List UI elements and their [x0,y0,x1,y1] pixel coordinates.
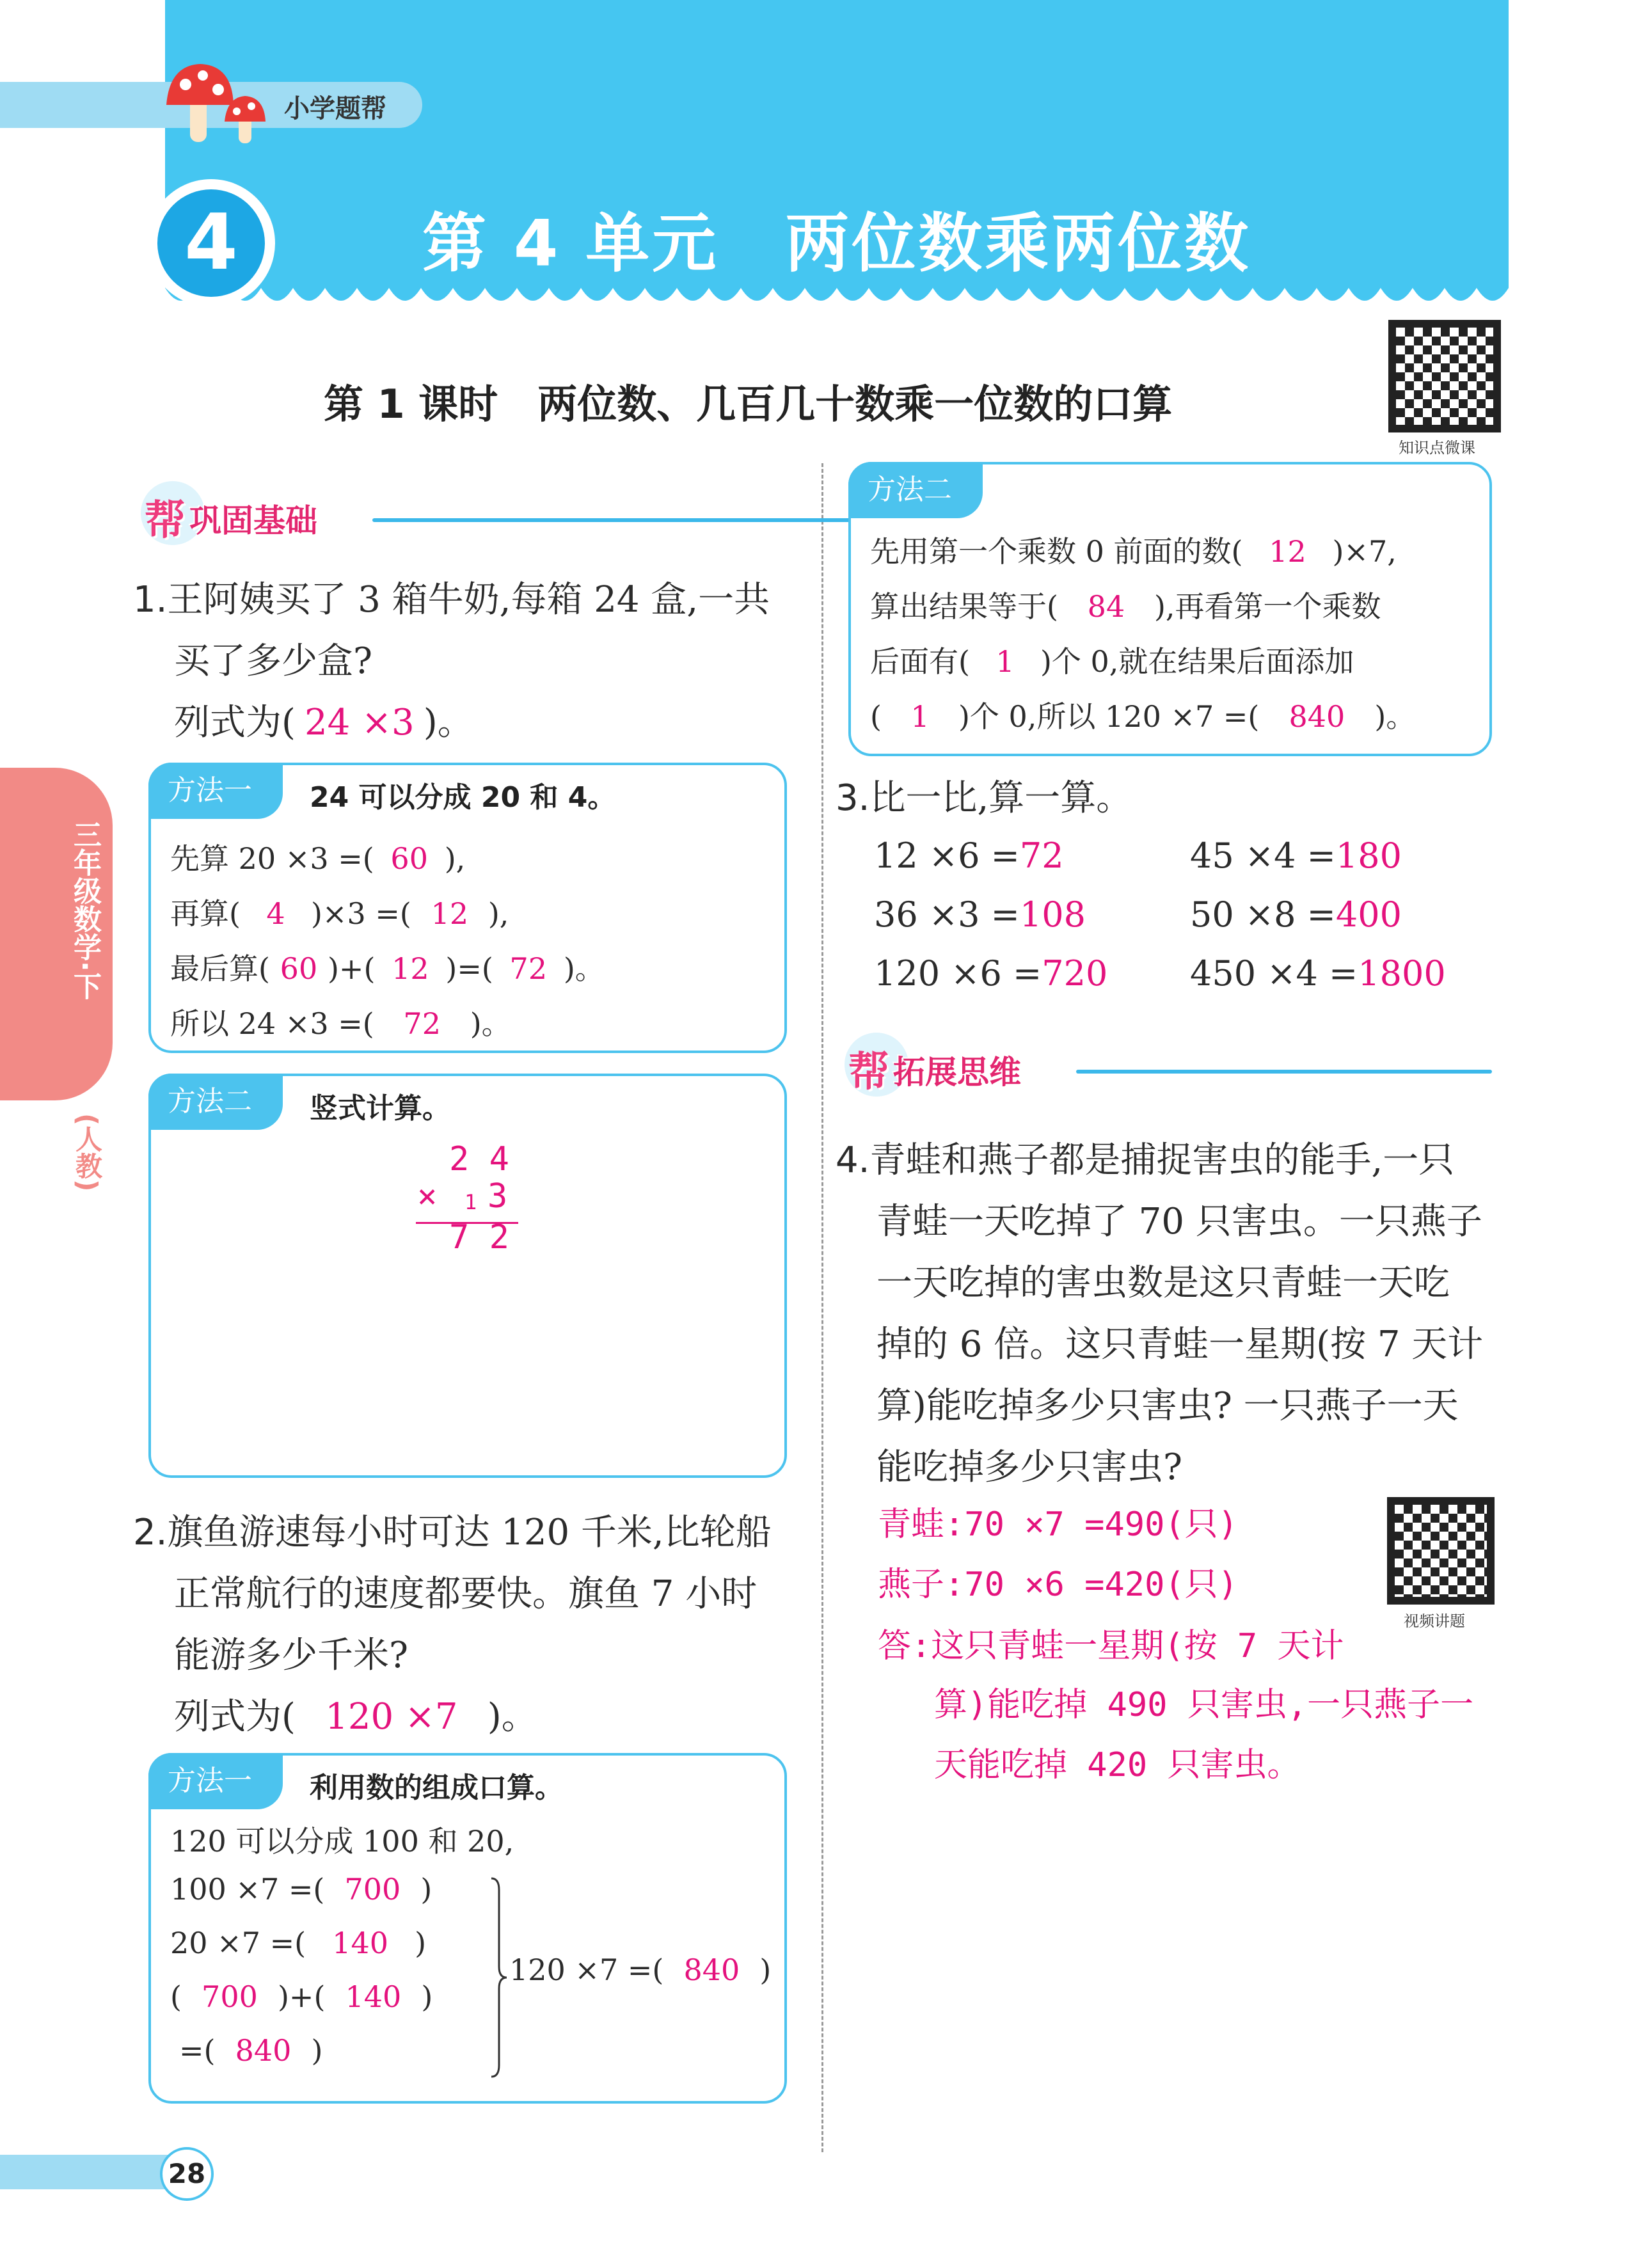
q2-method1-desc: 利用数的组成口算。 [310,1772,563,1804]
q2-m1-l3b: 700 [202,1979,258,2014]
q4-line1: 青蛙和燕子都是捕捉害虫的能手,一只 [869,1139,1455,1181]
q3-ans-6: 1800 [1358,953,1446,994]
side-tab-edition: (人教) [72,1113,103,1192]
q3-item-3 [874,894,1086,935]
q2-m1-ra: 120 ×7 =( [509,1953,664,1987]
q1-m1-l3e: )=( [445,951,493,986]
q2-m1-l1b: 700 [344,1872,401,1907]
q2-m1-l3d: 140 [345,1979,402,2014]
brand-label: 小学题帮 [284,94,386,123]
q2-m1-line2 [170,1926,426,1960]
q2-formula-suffix: )。 [487,1696,537,1738]
q2-m2-line2 [870,583,1381,626]
q1-m1-line2 [170,891,509,933]
q1-method2-box [148,1074,787,1478]
q2-m1-line0: 120 可以分成 100 和 20, [170,1824,514,1859]
section-extend-rule [1076,1070,1492,1074]
q2-m1-l3c: )+( [277,1979,326,2014]
q1-formula-prefix: 列式为( [174,702,296,743]
q2-m1-line3 [170,1979,432,2014]
q3-heading [836,768,1132,829]
q2-line1: 旗鱼游速每小时可达 120 千米,比轮船 [167,1512,772,1553]
q1-m1-l2e: ), [488,896,509,931]
q2-m1-l2c: ) [415,1926,427,1960]
q4-answer-frog: 青蛙:70 ×7 =490(只) [878,1505,1238,1544]
q2-m2-l1b: 12 [1269,534,1306,569]
q3-ans-3: 108 [1019,894,1086,935]
page-number: 28 [160,2147,214,2201]
q4-line4: 掉的 6 倍。这只青蛙一星期(按 7 天计 [876,1324,1484,1365]
column-divider [821,463,823,2152]
q3-ans-5: 720 [1042,953,1108,994]
mushroom-icon [163,59,278,148]
q3-item-5 [874,953,1107,994]
q2-m2-l4a: ( [870,699,882,734]
q1-m1-l4a: 所以 24 ×3 =( [170,1006,374,1041]
section-basic [141,481,793,551]
q1-method2-tag: 方法二 [148,1074,283,1130]
q4-number: 4. [836,1139,870,1181]
q2-m1-line4 [179,2033,322,2068]
video-qr-code-icon [1387,1497,1495,1605]
q3-ans-2: 180 [1335,836,1402,876]
q2-m2-l3c: )个 0,就在结果后面添加 [1040,644,1354,679]
video-qr-caption: 视频讲题 [1404,1612,1465,1630]
section-basic-title: 巩固基础 [189,502,317,539]
q2-m1-l3a: ( [170,1979,182,2014]
q1-m1-l1b: 60 [390,841,428,876]
q2-m2-l1a: 先用第一个乘数 0 前面的数( [870,534,1243,569]
q1-m1-l3a: 最后算( [170,951,270,986]
q2-m1-rc: ) [759,1953,772,1987]
q4-line3: 一天吃掉的害虫数是这只青蛙一天吃 [876,1262,1450,1304]
unit-title: 第 4 单元 两位数乘两位数 [422,206,1251,281]
side-tab-grade: 三年级数学·下 [68,820,101,1000]
q2-m2-line3 [870,638,1354,681]
q1-m1-line3 [170,946,605,988]
q1-m1-l2a: 再算( [170,896,241,931]
q1-m1-l3b: 60 [280,951,318,986]
q2-formula-answer: 120 ×7 [325,1696,458,1738]
q3-expr-3: 36 ×3 = [874,894,1020,935]
section-basic-bang: 帮 [145,497,186,544]
q1-number: 1. [133,579,168,621]
q2-m2-line1 [870,528,1397,571]
q2-m1-l4a: =( [179,2033,216,2068]
unit-number: 4 [184,198,238,287]
q4-answer-line3: 天能吃掉 420 只害虫。 [934,1746,1301,1784]
q2-formula [133,1686,811,1748]
q3-expr-6: 450 ×4 = [1190,953,1358,994]
section-extend-title: 拓展思维 [893,1054,1021,1091]
q2-method2-box [848,462,1492,756]
q1-m1-l2d: 12 [431,896,469,931]
q3-expr-2: 45 ×4 = [1190,836,1336,876]
q1-method1-desc: 24 可以分成 20 和 4。 [310,781,616,814]
q2-m1-brace [490,1877,509,2078]
q2-m2-l2a: 算出结果等于( [870,589,1058,624]
q3-item-6 [1190,953,1446,994]
q3-expr-5: 120 ×6 = [874,953,1042,994]
q1-vertical-carry: 1 [464,1190,477,1214]
q2-method1-box [148,1753,787,2104]
q4-line6: 能吃掉多少只害虫? [876,1447,1183,1488]
q1-formula [133,692,811,754]
q2-m1-l4b: 840 [235,2033,292,2068]
q4-answer-line1: 答:这只青蛙一星期(按 7 天计 [878,1627,1344,1665]
q1-method1-box [148,763,787,1053]
q2-m1-l1a: 100 ×7 =( [170,1872,325,1907]
q2-m1-l1c: ) [420,1872,432,1907]
q3-number: 3. [836,777,870,819]
q4-line2: 青蛙一天吃掉了 70 只害虫。一只燕子 [876,1201,1482,1242]
q1-vertical-result: 7 2 [449,1218,509,1257]
q1-m1-l1c: ), [444,841,466,876]
q3-item-1 [874,836,1064,876]
q1-m1-l3g: )。 [563,951,605,986]
q2-formula-prefix: 列式为( [174,1696,296,1738]
q2-method1-tag: 方法一 [148,1753,283,1809]
q1-method1-tag: 方法一 [148,763,283,819]
q2-m1-l3e: ) [421,1979,433,2014]
q2-m2-l4b: 1 [910,699,930,734]
q1-m1-l2c: )×3 =( [310,896,411,931]
q2-m2-l2b: 84 [1087,589,1125,624]
q3-expr-4: 50 ×8 = [1190,894,1336,935]
q2-m2-l3b: 1 [995,644,1015,679]
q1-method2-desc: 竖式计算。 [310,1092,450,1125]
q3-item-4 [1190,894,1402,935]
q1-vertical-bottom: 3 [488,1177,508,1216]
q2-number: 2. [133,1512,168,1553]
q1-formula-suffix: )。 [423,702,473,743]
q2-m1-l2b: 140 [332,1926,388,1960]
q2-m1-right [509,1953,771,1987]
q2-m1-l4c: ) [311,2033,323,2068]
lesson-title: 第 1 课时 两位数、几百几十数乘一位数的口算 [324,381,1173,427]
q2-m1-l2a: 20 ×7 =( [170,1926,306,1960]
q2-m2-line4 [870,694,1415,736]
q1-m1-l1a: 先算 20 ×3 =( [170,841,374,876]
q4-answer-line2: 算)能吃掉 490 只害虫,一只燕子一 [934,1686,1474,1724]
q1-vertical-top: 2 4 [449,1140,509,1178]
q2-m2-l4e: )。 [1374,699,1416,734]
section-extend-bang: 帮 [848,1049,889,1096]
section-extend [845,1033,1497,1103]
q4-line5: 算)能吃掉多少只害虫? 一只燕子一天 [876,1385,1459,1427]
q1-vertical-times: × [417,1177,438,1216]
q1-formula-answer: 24 ×3 [305,702,415,743]
q1-m1-l4c: )。 [470,1006,511,1041]
q2-line2: 正常航行的速度都要快。旗鱼 7 小时 [174,1573,758,1615]
q2-m2-l2c: ),再看第一个乘数 [1154,589,1381,624]
qr-code-icon [1388,320,1501,432]
q2-m2-l4d: 840 [1289,699,1345,734]
q1-line2: 买了多少盒? [174,640,373,682]
q2-method2-tag: 方法二 [848,462,983,518]
q2-m1-line1 [170,1872,432,1907]
q4-answer-swallow: 燕子:70 ×6 =420(只) [878,1566,1238,1604]
q1-line1: 王阿姨买了 3 箱牛奶,每箱 24 盒,一共 [167,579,770,621]
q1-m1-l4b: 72 [403,1006,441,1041]
q1-text [133,569,811,754]
section-basic-rule [372,518,928,522]
q3-ans-1: 72 [1019,836,1064,876]
q1-m1-line4 [170,1001,511,1043]
q3-ans-4: 400 [1335,894,1402,935]
q2-m2-l4c: )个 0,所以 120 ×7 =( [958,699,1260,734]
q1-m1-l3f: 72 [509,951,548,986]
q1-m1-l2b: 4 [266,896,285,931]
q2-m2-l3a: 后面有( [870,644,970,679]
q3-item-2 [1190,836,1402,876]
q1-m1-line1 [170,836,465,878]
q2-m1-rb: 840 [683,1953,740,1987]
q3-title: 比一比,算一算。 [869,777,1132,819]
q2-m2-l1c: )×7, [1332,534,1397,569]
q4-text [836,1130,1501,1498]
qr-caption: 知识点微课 [1399,439,1475,457]
q2-text [133,1502,811,1748]
q1-m1-l3d: 12 [392,951,429,986]
q1-m1-l3c: )+( [327,951,376,986]
q2-line3: 能游多少千米? [174,1635,409,1676]
q3-expr-1: 12 ×6 = [874,836,1020,876]
